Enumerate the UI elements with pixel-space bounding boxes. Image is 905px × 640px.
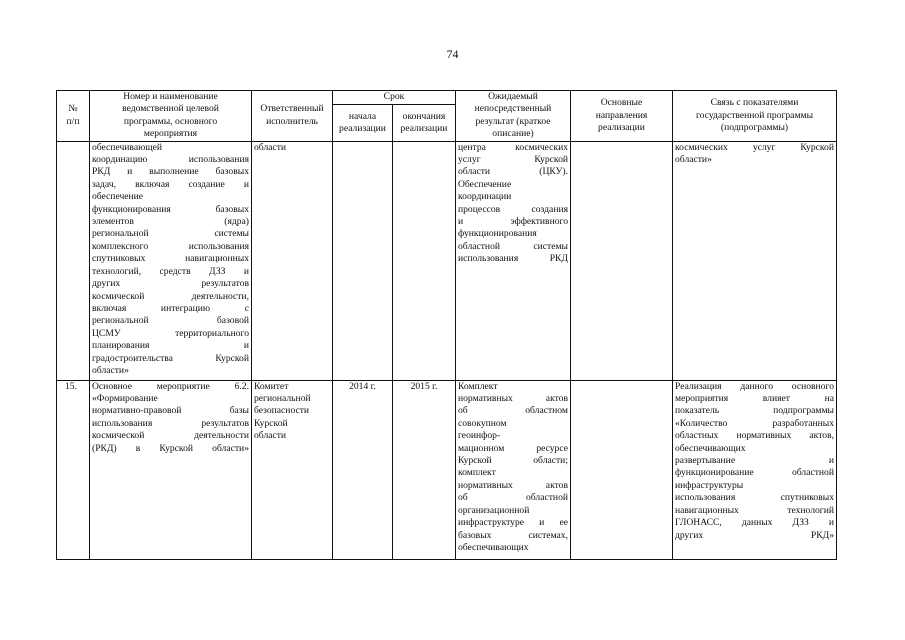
page-number: 74 (446, 47, 459, 61)
header-row-1 (57, 91, 837, 105)
cell-link: космических услуг Курской области» (673, 141, 837, 380)
cell-directions (571, 380, 673, 559)
cell-executor: Комитет региональной безопасности Курской области (252, 380, 333, 559)
cell-start: 2014 г. (333, 380, 393, 559)
header-period: Срок (333, 91, 456, 105)
header-num: № п/п (57, 91, 90, 142)
cell-result: центра космических услуг Курской области (ЦКУ). Обеспечение координации процессов создания и эффективного функционирования областной системы использования РКД (456, 141, 571, 380)
header-directions: Основные направления реализации (571, 91, 673, 142)
cell-end (393, 141, 456, 380)
cell-num: 15. (57, 380, 90, 559)
header-result: Ожидаемый непосредственный результат (краткое описание) (456, 91, 571, 142)
cell-result: Комплект нормативных актов об областном совокупном геоинфор- мационном ресурсе Курской области; комплект нормативных актов об областной организационной инфраструктуре и ее базовых системах, обеспечивающих (456, 380, 571, 559)
cell-directions (571, 141, 673, 380)
table-row (57, 380, 837, 559)
table-row (57, 141, 837, 380)
cell-name: Основное мероприятие 6.2. «Формирование нормативно-правовой базы использования результатов космической деятельности (РКД) в Курской области» (90, 380, 252, 559)
program-table (56, 90, 837, 560)
header-period-start: начала реализации (333, 105, 393, 141)
cell-start (333, 141, 393, 380)
header-name: Номер и наименование ведомственной целевой программы, основного мероприятия (90, 91, 252, 142)
cell-link: Реализация данного основного мероприятия влияет на показатель подпрограммы «Количество разработанных областных нормативных актов, обеспечивающих развертывание и функционирование областной инфраструктуры использования спутниковых навигационных технологий ГЛОНАСС, данных ДЗЗ и других РКД» (673, 380, 837, 559)
cell-num (57, 141, 90, 380)
cell-end: 2015 г. (393, 380, 456, 559)
header-period-end: окончания реализации (393, 105, 456, 141)
cell-name: обеспечивающей координацию использования РКД и выполнение базовых задач, включая создание и обеспечение функционирования базовых элементов (ядра) региональной системы комплексного использования спутниковых навигационных технологий, средств ДЗЗ и других результатов космической деятельности, включая интеграцию с региональной базовой ЦСМУ территориального планирования и градостроительства Курской области» (90, 141, 252, 380)
header-executor: Ответственный исполнитель (252, 91, 333, 142)
header-link: Связь с показателями государственной программы (подпрограммы) (673, 91, 837, 142)
cell-executor: области (252, 141, 333, 380)
